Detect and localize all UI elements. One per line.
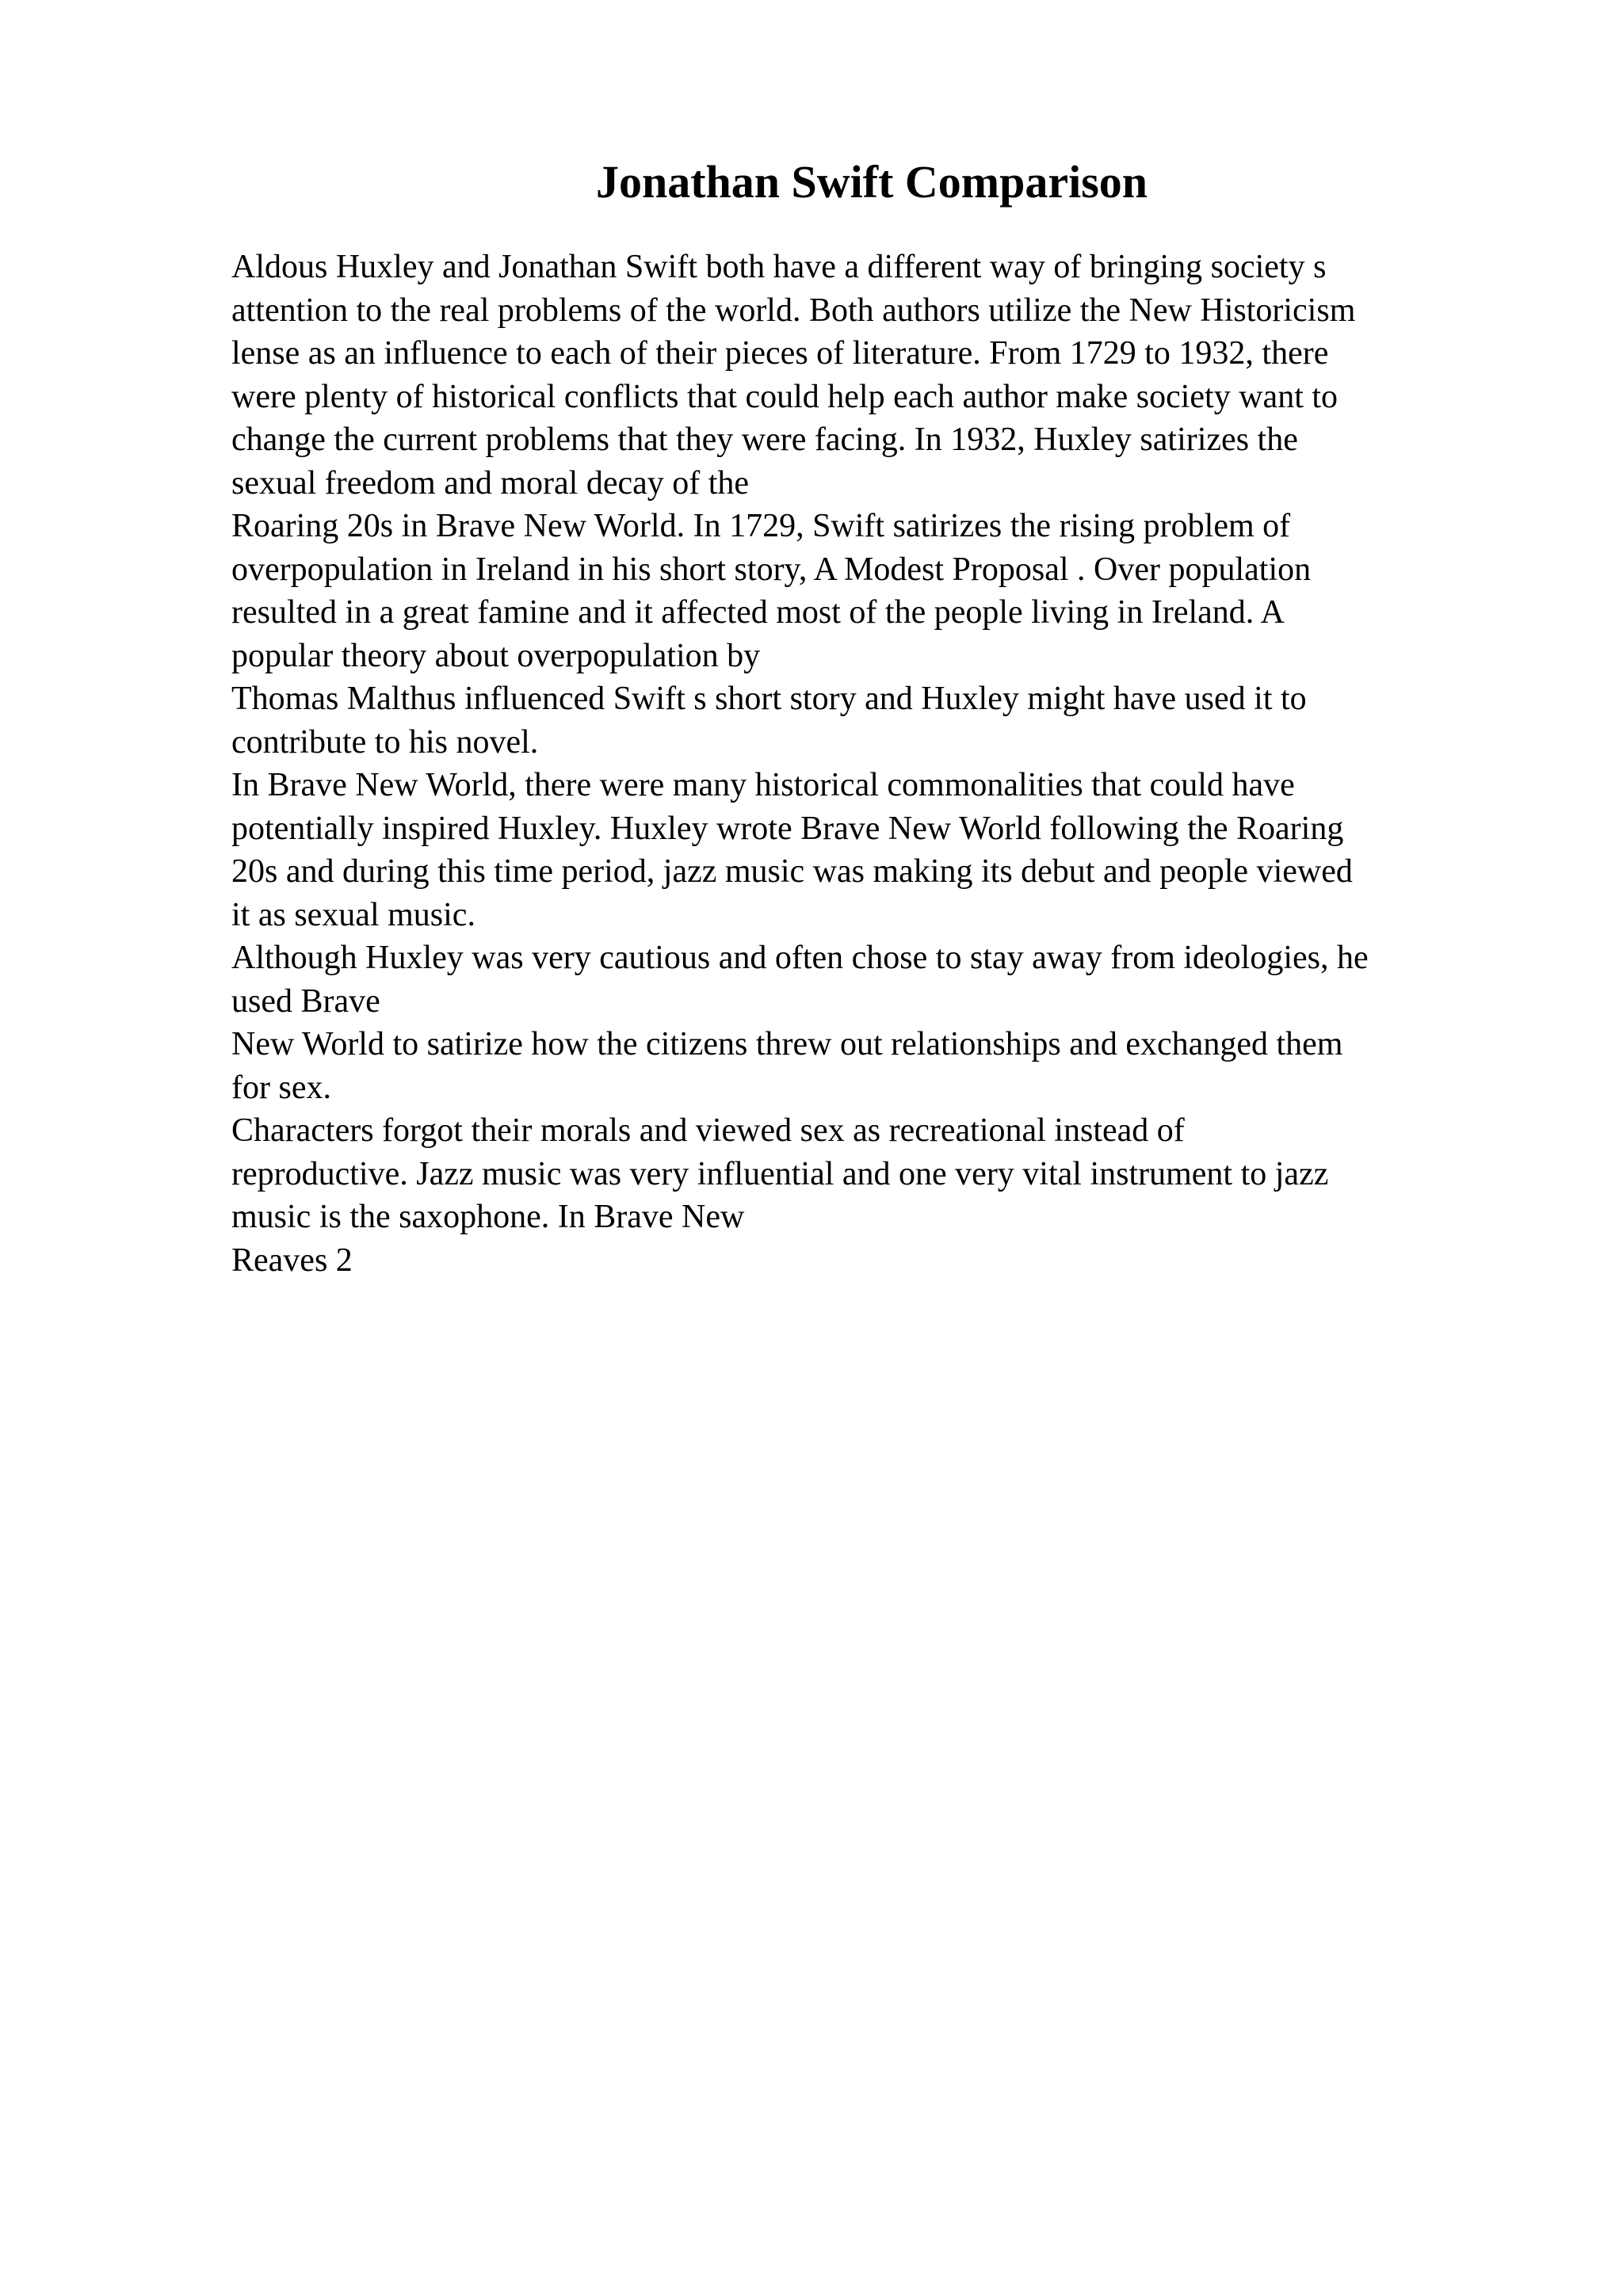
page-footer: Reaves 2	[231, 1241, 353, 1279]
text-line: Characters forgot their morals and viewed sex as recreational instead of	[231, 1112, 1185, 1149]
text-line: music is the saxophone. In Brave New	[231, 1199, 745, 1235]
document-body	[231, 246, 1515, 1282]
text-line: Thomas Malthus influenced Swift s short story and Huxley might have used it to	[231, 681, 1307, 717]
text-line: were plenty of historical conflicts that could help each author make society want to	[231, 378, 1338, 415]
text-line: resulted in a great famine and it affected most of the people living in Ireland. A	[231, 594, 1285, 631]
text-line: New World to satirize how the citizens threw out relationships and exchanged them	[231, 1026, 1343, 1062]
text-line: overpopulation in Ireland in his short story, A Modest Proposal . Over population	[231, 551, 1312, 588]
text-line: change the current problems that they were facing. In 1932, Huxley satirizes the	[231, 421, 1298, 458]
text-line: reproductive. Jazz music was very influential and one very vital instrument to jazz	[231, 1155, 1329, 1192]
text-line: Aldous Huxley and Jonathan Swift both have a different way of bringing society s	[231, 249, 1327, 285]
text-line: In Brave New World, there were many historical commonalities that could have	[231, 767, 1295, 803]
text-line: lense as an influence to each of their pieces of literature. From 1729 to 1932, there	[231, 335, 1329, 372]
text-line: attention to the real problems of the world. Both authors utilize the New Historicism	[231, 292, 1356, 329]
text-line: it as sexual music.	[231, 896, 475, 933]
document-title: Jonathan Swift Comparison	[595, 156, 1148, 208]
text-line: Roaring 20s in Brave New World. In 1729, Swift satirizes the rising problem of	[231, 508, 1291, 544]
text-line: contribute to his novel.	[231, 723, 539, 761]
text-line: popular theory about overpopulation by	[231, 637, 761, 674]
text-line: potentially inspired Huxley. Huxley wrote Brave New World following the Roaring	[231, 810, 1344, 847]
text-line: for sex.	[231, 1069, 331, 1106]
text-line: sexual freedom and moral decay of the	[231, 464, 750, 502]
text-line: 20s and during this time period, jazz music was making its debut and people viewed	[231, 853, 1353, 890]
text-line: Although Huxley was very cautious and often chose to stay away from ideologies, he	[231, 940, 1369, 976]
text-line: used Brave	[231, 982, 380, 1020]
